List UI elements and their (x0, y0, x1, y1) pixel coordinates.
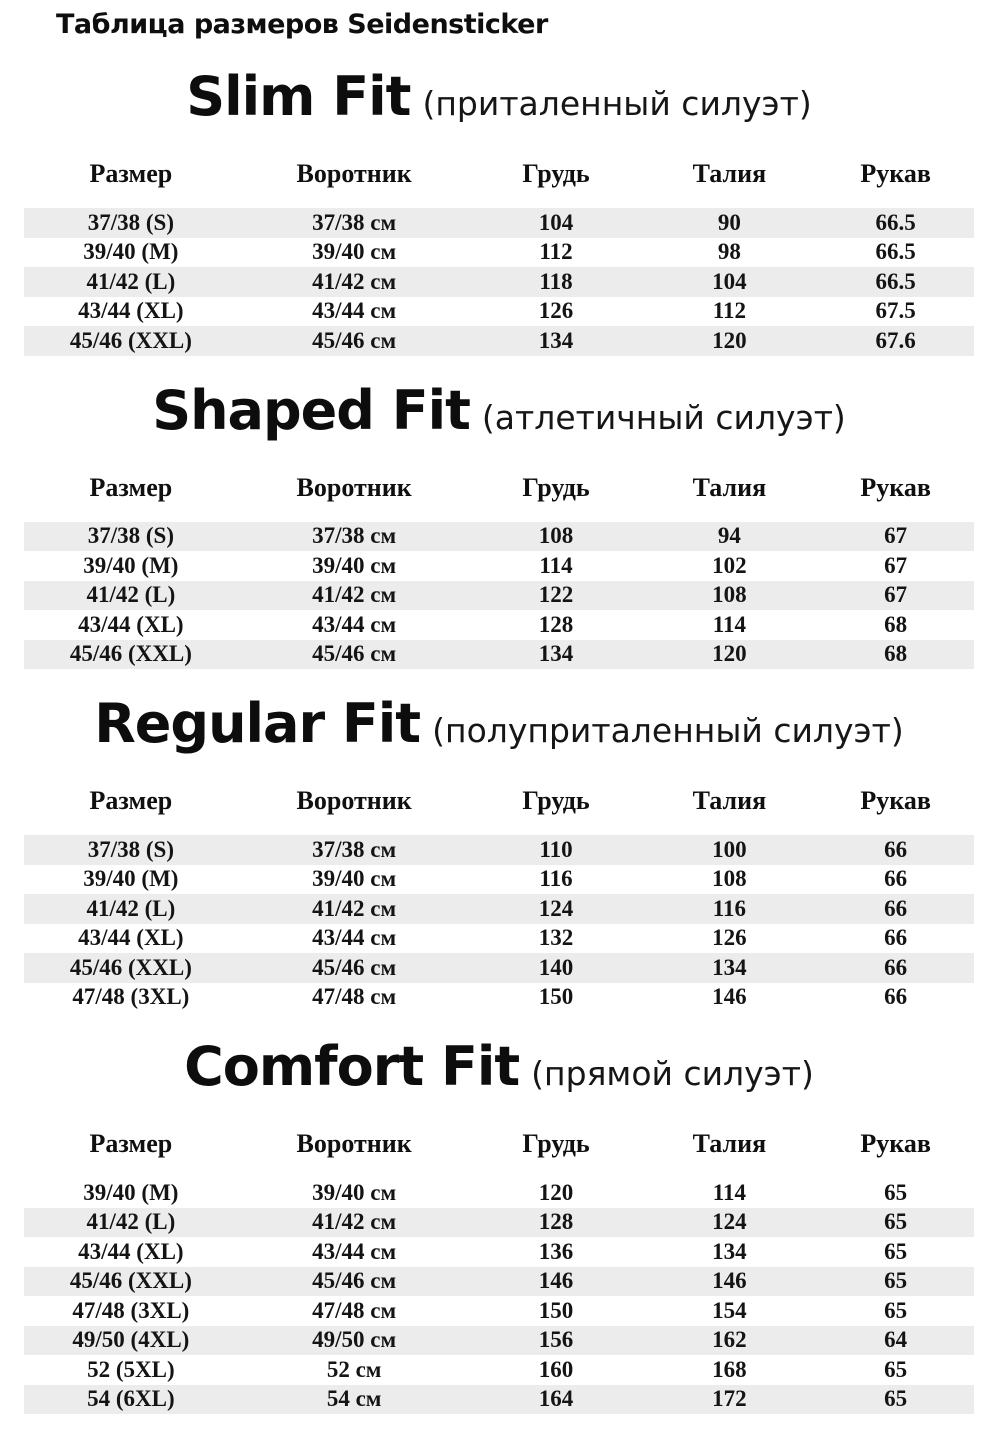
table-cell: 150 (538, 1297, 574, 1323)
table-cell: 66.5 (875, 268, 916, 294)
table-cell: 172 (712, 1386, 747, 1412)
table-cell: 122 (538, 582, 574, 608)
table-row (24, 1355, 974, 1385)
table-row (24, 1208, 974, 1238)
fit-name: Regular Fit (94, 692, 421, 755)
table-rows (24, 522, 974, 670)
table-cell: 116 (712, 895, 746, 921)
table-cell: 45/46 (XXL) (69, 327, 192, 353)
table-header-row (24, 472, 974, 504)
table-cell: 102 (712, 552, 747, 578)
column-header: Размер (89, 786, 173, 815)
table-row (24, 894, 974, 924)
table-row (24, 1178, 974, 1208)
table-row (24, 953, 974, 983)
table-cell: 67 (884, 552, 908, 578)
table-cell: 67 (884, 523, 908, 549)
page-title: Таблица размеров Seidensticker (56, 9, 548, 40)
table-cell: 49/50 см (312, 1327, 397, 1353)
table-cell: 94 (717, 523, 741, 549)
table-row (24, 581, 974, 611)
table-cell: 168 (712, 1356, 747, 1382)
table-cell: 65 (884, 1297, 908, 1323)
table-row (24, 551, 974, 581)
table-cell: 134 (712, 954, 747, 980)
section-slim-fit (0, 64, 998, 356)
table-cell: 37/38 (S) (87, 523, 174, 549)
table-cell: 43/44 см (312, 611, 397, 637)
table-cell: 47/48 (3XL) (72, 984, 190, 1010)
table-cell: 114 (712, 1179, 746, 1205)
section-comfort-fit (0, 1034, 998, 1414)
table-cell: 43/44 (XL) (78, 298, 184, 324)
table-cell: 49/50 (4XL) (72, 1327, 190, 1353)
table-cell: 104 (538, 209, 574, 235)
table-cell: 66 (884, 984, 908, 1010)
column-header: Грудь (522, 159, 590, 188)
table-cell: 65 (884, 1386, 908, 1412)
table-cell: 164 (538, 1386, 574, 1412)
table-cell: 54 (6XL) (87, 1386, 175, 1412)
table-row (24, 208, 974, 238)
table-cell: 124 (538, 895, 574, 921)
table-cell: 162 (712, 1327, 747, 1353)
column-header: Талия (692, 472, 767, 502)
table-cell: 47/48 см (312, 984, 397, 1010)
table-row (24, 326, 974, 356)
table-cell: 43/44 (XL) (78, 1238, 184, 1264)
table-header-row (24, 1128, 974, 1160)
table-row (24, 1326, 974, 1356)
table-cell: 136 (538, 1238, 574, 1264)
table-cell: 66 (884, 954, 908, 980)
table-cell: 132 (538, 925, 574, 951)
table-cell: 146 (538, 1268, 574, 1294)
sections-container (0, 64, 998, 1414)
table-cell: 43/44 (XL) (78, 611, 184, 637)
table-cell: 66 (884, 925, 908, 951)
table-cell: 68 (884, 641, 908, 667)
table-cell: 108 (538, 523, 574, 549)
table-cell: 67 (884, 582, 908, 608)
table-row (24, 267, 974, 297)
table-cell: 65 (884, 1268, 908, 1294)
fit-name: Slim Fit (186, 65, 411, 128)
table-cell: 37/38 см (312, 836, 397, 862)
table-cell: 45/46 см (312, 327, 397, 353)
column-header: Грудь (522, 472, 590, 502)
table-cell: 52 см (326, 1356, 382, 1382)
column-header: Рукав (860, 1129, 931, 1158)
table-cell: 104 (712, 268, 747, 294)
table-cell: 68 (884, 611, 908, 637)
table-cell: 66.5 (875, 239, 916, 265)
fit-subtitle: (атлетичный силуэт) (481, 397, 846, 437)
table-cell: 39/40 (M) (83, 1179, 179, 1205)
table-cell: 41/42 см (312, 895, 397, 921)
table-cell: 37/38 см (312, 523, 397, 549)
table-cell: 98 (717, 239, 741, 265)
column-header: Талия (692, 786, 767, 815)
table-cell: 41/42 (L) (86, 1209, 176, 1235)
table-rows (24, 835, 974, 1012)
section-heading (0, 691, 998, 769)
table-cell: 41/42 (L) (86, 268, 176, 294)
table-cell: 65 (884, 1209, 908, 1235)
table-cell: 100 (712, 836, 747, 862)
table-cell: 108 (712, 582, 747, 608)
table-cell: 126 (538, 298, 574, 324)
table-cell: 110 (539, 836, 573, 862)
column-header: Талия (692, 1129, 767, 1158)
table-cell: 128 (538, 611, 574, 637)
table-cell: 39/40 см (312, 552, 397, 578)
table-cell: 66 (884, 895, 908, 921)
table-cell: 154 (712, 1297, 747, 1323)
table-cell: 64 (884, 1327, 908, 1353)
table-cell: 124 (712, 1209, 747, 1235)
table-cell: 39/40 см (312, 866, 397, 892)
table-cell: 66.5 (875, 209, 916, 235)
table-cell: 37/38 см (312, 209, 397, 235)
table-cell: 37/38 (S) (87, 209, 174, 235)
table-cell: 39/40 (M) (83, 552, 179, 578)
column-header: Рукав (860, 472, 931, 502)
table-cell: 146 (712, 984, 747, 1010)
table-cell: 45/46 (XXL) (69, 641, 192, 667)
table-rows (24, 1178, 974, 1414)
table-cell: 134 (538, 641, 574, 667)
column-header: Грудь (522, 1129, 590, 1158)
table-row (24, 297, 974, 327)
table-cell: 65 (884, 1356, 908, 1382)
table-cell: 118 (539, 268, 573, 294)
fit-name: Shaped Fit (152, 378, 470, 442)
column-header: Воротник (296, 786, 412, 815)
size-table (24, 158, 974, 356)
table-cell: 66 (884, 836, 908, 862)
size-table (24, 785, 974, 1012)
table-cell: 45/46 см (312, 954, 397, 980)
table-cell: 52 (5XL) (87, 1356, 175, 1382)
table-cell: 150 (538, 984, 574, 1010)
table-rows (24, 208, 974, 356)
table-cell: 160 (538, 1356, 574, 1382)
table-cell: 45/46 (XXL) (69, 1268, 192, 1294)
column-header: Рукав (860, 159, 931, 188)
column-header: Воротник (296, 472, 412, 502)
table-cell: 47/48 см (312, 1297, 397, 1323)
table-cell: 47/48 (3XL) (72, 1297, 190, 1323)
table-row (24, 1385, 974, 1415)
table-row (24, 610, 974, 640)
table-cell: 54 см (326, 1386, 382, 1412)
table-row (24, 983, 974, 1013)
table-cell: 41/42 см (312, 1209, 397, 1235)
table-cell: 43/44 см (312, 298, 397, 324)
table-cell: 134 (538, 327, 574, 353)
table-cell: 41/42 (L) (86, 582, 176, 608)
table-cell: 39/40 (M) (83, 866, 179, 892)
table-row (24, 1296, 974, 1326)
fit-name: Comfort Fit (184, 1035, 520, 1098)
table-cell: 67.5 (875, 298, 916, 324)
table-row (24, 1237, 974, 1267)
table-row (24, 640, 974, 670)
table-cell: 108 (712, 866, 747, 892)
table-cell: 41/42 (L) (86, 895, 176, 921)
table-cell: 37/38 (S) (87, 836, 174, 862)
table-row (24, 924, 974, 954)
fit-subtitle: (приталенный силуэт) (422, 84, 812, 123)
table-cell: 112 (712, 298, 746, 324)
section-regular-fit (0, 691, 998, 1012)
table-cell: 120 (712, 327, 747, 353)
table-cell: 41/42 см (312, 268, 397, 294)
section-heading (0, 1034, 998, 1112)
table-cell: 65 (884, 1179, 908, 1205)
table-row (24, 238, 974, 268)
table-row (24, 522, 974, 552)
column-header: Рукав (860, 786, 931, 815)
table-header-row (24, 785, 974, 817)
table-cell: 120 (538, 1179, 574, 1205)
column-header: Размер (89, 472, 173, 502)
table-cell: 43/44 см (312, 1238, 397, 1264)
section-heading (0, 64, 998, 142)
size-table (24, 472, 974, 670)
table-cell: 45/46 см (312, 1268, 397, 1294)
table-cell: 45/46 (XXL) (69, 954, 192, 980)
table-cell: 43/44 (XL) (78, 925, 184, 951)
table-cell: 126 (712, 925, 747, 951)
table-row (24, 865, 974, 895)
table-cell: 65 (884, 1238, 908, 1264)
table-cell: 41/42 см (312, 582, 397, 608)
table-cell: 114 (539, 552, 573, 578)
table-cell: 45/46 см (312, 641, 397, 667)
table-cell: 146 (712, 1268, 747, 1294)
table-cell: 90 (717, 209, 741, 235)
table-row (24, 1267, 974, 1297)
column-header: Талия (692, 159, 767, 188)
column-header: Грудь (522, 786, 590, 815)
table-cell: 128 (538, 1209, 574, 1235)
table-cell: 116 (539, 866, 573, 892)
table-cell: 66 (884, 866, 908, 892)
table-cell: 134 (712, 1238, 747, 1264)
table-cell: 140 (538, 954, 574, 980)
table-cell: 39/40 см (312, 1179, 397, 1205)
table-cell: 39/40 (M) (83, 239, 179, 265)
table-cell: 156 (538, 1327, 574, 1353)
size-table (24, 1128, 974, 1414)
table-header-row (24, 158, 974, 190)
table-cell: 39/40 см (312, 239, 397, 265)
table-cell: 114 (712, 611, 746, 637)
table-cell: 120 (712, 641, 747, 667)
column-header: Воротник (296, 159, 412, 188)
column-header: Размер (89, 1129, 173, 1158)
section-shaped-fit (0, 378, 998, 670)
column-header: Размер (89, 159, 173, 188)
table-cell: 43/44 см (312, 925, 397, 951)
table-cell: 112 (539, 239, 573, 265)
section-heading (0, 378, 998, 456)
column-header: Воротник (296, 1129, 412, 1158)
fit-subtitle: (полуприталенный силуэт) (432, 711, 904, 750)
table-cell: 67.6 (875, 327, 916, 353)
fit-subtitle: (прямой силуэт) (531, 1054, 814, 1093)
table-row (24, 835, 974, 865)
